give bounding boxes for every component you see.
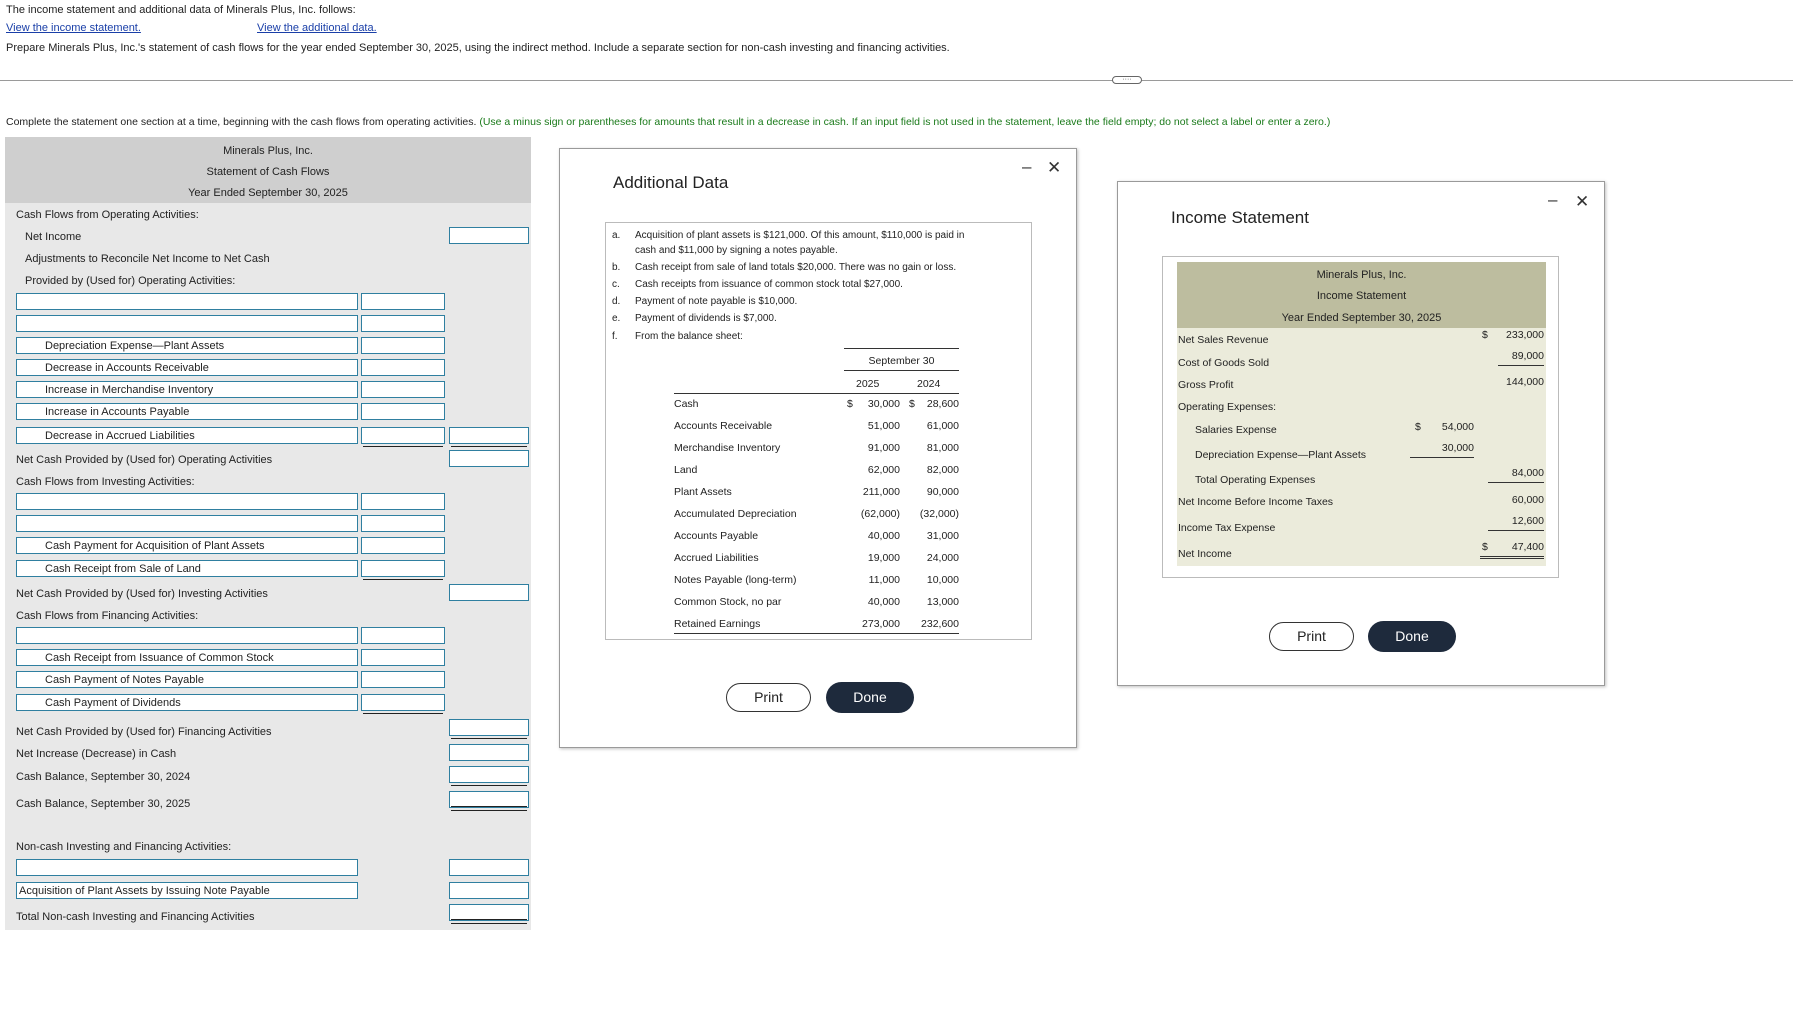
bs-row-label: Common Stock, no par (674, 596, 782, 608)
item-text: Cash receipt from sale of land totals $20,000. There was no gain or loss. (635, 262, 957, 273)
bs-value-2025: 40,000 (867, 596, 900, 608)
bs-value-2025: (62,000) (860, 508, 900, 520)
print-button[interactable]: Print (726, 683, 811, 712)
is-depreciation-label: Depreciation Expense—Plant Assets (1195, 449, 1367, 461)
cash-2025-label: Cash Balance, September 30, 2025 (16, 798, 191, 810)
is-net-income-dollar: $ (1482, 541, 1488, 553)
item-text: Acquisition of plant assets is $121,000. Of this amount, $110,000 is paid in (635, 230, 965, 241)
income-statement-title: Income Statement (1171, 208, 1309, 227)
noncash-amount-input[interactable] (449, 859, 529, 876)
bs-value-2025: 40,000 (867, 530, 900, 542)
noncash-total-input[interactable] (449, 904, 529, 921)
cash-2024-label: Cash Balance, September 30, 2024 (16, 771, 191, 783)
inv-amount-input[interactable] (361, 537, 445, 554)
bs-row-label: Accounts Receivable (674, 420, 773, 432)
is-company: Minerals Plus, Inc. (1316, 269, 1407, 281)
bs-row-label: Accounts Payable (674, 530, 759, 542)
item-text: cash and $11,000 by signing a notes payable. (635, 245, 838, 256)
bs-bottom-rule (674, 633, 959, 634)
close-icon[interactable]: ✕ (1575, 192, 1590, 211)
net-increase-label: Net Increase (Decrease) in Cash (16, 748, 177, 760)
net-op-input[interactable] (449, 450, 529, 467)
op-label-select[interactable]: Decrease in Accrued Liabilities (16, 427, 358, 444)
bs-value-2024: 232,600 (921, 618, 959, 630)
inv-label-select[interactable]: Cash Payment for Acquisition of Plant Assets (16, 537, 358, 554)
is-gross-profit-value: 144,000 (1506, 376, 1544, 388)
bs-dollar-2025: $ (847, 398, 853, 410)
bs-year-rule (674, 393, 959, 394)
instruction-main: Complete the statement one section at a time, beginning with the cash flows from operating activities. (6, 116, 477, 128)
op-amount-input[interactable] (361, 381, 445, 398)
net-op-label: Net Cash Provided by (Used for) Operating Activities (16, 454, 273, 466)
bs-dollar-2024: $ (909, 398, 915, 410)
bs-value-2024: 24,000 (926, 552, 959, 564)
bs-value-2025: 19,000 (867, 552, 900, 564)
bs-row-label: Accumulated Depreciation (674, 508, 797, 520)
op-label-select[interactable]: Depreciation Expense—Plant Assets (16, 337, 358, 354)
bs-row-label: Retained Earnings (674, 618, 761, 630)
is-tax-label: Income Tax Expense (1178, 522, 1276, 534)
is-net-income-value: 47,400 (1511, 541, 1544, 553)
item-text: Cash receipts from issuance of common stock total $27,000. (635, 279, 903, 290)
noncash-amount-input[interactable] (449, 882, 529, 899)
op-label-select[interactable]: Decrease in Accounts Receivable (16, 359, 358, 376)
item-letter: a. (612, 230, 621, 241)
minimize-icon[interactable]: – (1022, 157, 1032, 176)
fin-amount-input[interactable] (361, 694, 445, 711)
op-amount-input[interactable] (361, 293, 445, 310)
net-inv-label: Net Cash Provided by (Used for) Investing Activities (16, 588, 268, 600)
income-statement-header (1177, 262, 1546, 328)
bs-row-label: Merchandise Inventory (674, 442, 781, 454)
is-net-income-rule-1 (1480, 556, 1544, 557)
inv-label-select[interactable] (16, 515, 358, 532)
inv-amount-input[interactable] (361, 515, 445, 532)
bs-value-2024: 81,000 (926, 442, 959, 454)
is-salaries-value: 54,000 (1441, 421, 1474, 433)
is-gross-profit-label: Gross Profit (1178, 379, 1234, 391)
is-salaries-dollar: $ (1415, 421, 1421, 433)
is-cogs-value: 89,000 (1511, 350, 1544, 362)
bs-value-2024: 82,000 (926, 464, 959, 476)
divider-line (0, 80, 1793, 81)
is-depreciation-value: 30,000 (1441, 442, 1474, 454)
bs-value-2025: 11,000 (868, 574, 900, 586)
is-net-sales-dollar: $ (1482, 329, 1488, 341)
bs-value-2024: 61,000 (926, 420, 959, 432)
item-letter: c. (612, 279, 620, 290)
income-statement-body (1177, 328, 1546, 566)
additional-data-content (605, 222, 1032, 640)
net-income-label: Net Income (25, 231, 82, 243)
bs-top-rule (844, 348, 959, 349)
inv-label-select[interactable]: Cash Receipt from Sale of Land (16, 560, 358, 577)
op-label-select[interactable] (16, 293, 358, 310)
statement-company: Minerals Plus, Inc. (223, 145, 313, 157)
cash-2024-input[interactable] (449, 766, 529, 783)
resize-handle[interactable]: ···· (1112, 76, 1142, 84)
item-letter: f. (612, 331, 618, 342)
item-letter: e. (612, 313, 621, 324)
inv-amount-input[interactable] (361, 493, 445, 510)
intro-text: The income statement and additional data of Minerals Plus, Inc. follows: (6, 4, 356, 16)
adjustments-label-1: Adjustments to Reconcile Net Income to Net Cash (25, 253, 270, 265)
is-nibt-label: Net Income Before Income Taxes (1178, 496, 1334, 508)
additional-data-modal (559, 148, 1077, 748)
op-label-select[interactable]: Increase in Merchandise Inventory (16, 381, 358, 398)
statement-header (5, 137, 531, 203)
bs-value-2025: 91,000 (867, 442, 900, 454)
bs-row-label: Land (674, 464, 698, 476)
fin-amount-input[interactable] (361, 671, 445, 688)
inv-header: Cash Flows from Investing Activities: (16, 476, 195, 488)
done-button[interactable]: Done (826, 682, 914, 713)
is-tax-rule (1488, 530, 1544, 531)
inv-label-select[interactable] (16, 493, 358, 510)
op-label-select[interactable]: Increase in Accounts Payable (16, 403, 358, 420)
is-cogs-rule (1498, 365, 1544, 366)
noncash-label-select[interactable]: Acquisition of Plant Assets by Issuing Note Payable (16, 882, 358, 899)
item-letter: d. (612, 296, 621, 307)
income-statement-modal (1117, 181, 1605, 686)
bs-value-2025: 211,000 (862, 486, 900, 498)
op-amount-input[interactable] (361, 403, 445, 420)
statement-title: Statement of Cash Flows (206, 166, 330, 178)
bs-header-rule (844, 370, 959, 371)
fin-amount-input[interactable] (361, 649, 445, 666)
cash-2025-input[interactable] (449, 791, 529, 808)
is-net-sales-value: 233,000 (1506, 329, 1544, 341)
bs-year-2025: 2025 (856, 378, 880, 390)
fin-label-select[interactable] (16, 627, 358, 644)
op-label-select[interactable] (16, 315, 358, 332)
bs-value-2024: 28,600 (926, 398, 959, 410)
net-inv-input[interactable] (449, 584, 529, 601)
noncash-total-label: Total Non-cash Investing and Financing Activities (16, 911, 255, 923)
view-additional-data-link[interactable]: View the additional data. (257, 22, 377, 34)
income-statement-content (1162, 256, 1559, 578)
bs-row-label: Accrued Liabilities (674, 552, 759, 564)
is-salaries-label: Salaries Expense (1195, 424, 1277, 436)
is-net-income-label: Net Income (1178, 548, 1232, 560)
is-total-opex-value: 84,000 (1511, 467, 1544, 479)
is-stmt-title: Income Statement (1316, 290, 1407, 302)
item-text: Payment of note payable is $10,000. (635, 296, 798, 307)
bs-value-2025: 30,000 (867, 398, 900, 410)
bs-row-label: Notes Payable (long-term) (674, 574, 797, 586)
bs-value-2025: 51,000 (867, 420, 900, 432)
op-amount-input[interactable] (361, 315, 445, 332)
minimize-icon[interactable]: – (1548, 190, 1558, 209)
statement-period: Year Ended September 30, 2025 (188, 187, 348, 199)
print-button[interactable]: Print (1269, 622, 1354, 651)
bs-year-2024: 2024 (917, 378, 941, 390)
net-fin-label: Net Cash Provided by (Used for) Financing Activities (16, 726, 272, 738)
close-icon[interactable]: ✕ (1047, 158, 1062, 177)
bs-value-2024: 90,000 (926, 486, 959, 498)
op-amount-input[interactable] (361, 337, 445, 354)
item-letter: b. (612, 262, 621, 273)
bs-value-2024: 13,000 (926, 596, 959, 608)
bs-row-label: Cash (674, 398, 699, 410)
instructions-text: Prepare Minerals Plus, Inc.'s statement of cash flows for the year ended September 30, 2025, using the indirect method. Include a separate section for non-cash investing and financing activities. (6, 42, 950, 54)
net-income-input[interactable] (449, 227, 529, 244)
bs-header: September 30 (868, 355, 935, 367)
fin-label-select[interactable]: Cash Payment of Notes Payable (16, 671, 358, 688)
is-tax-value: 12,600 (1511, 515, 1544, 527)
bs-value-2025: 273,000 (862, 618, 900, 630)
statement-instructions (6, 116, 1330, 128)
inv-amount-input[interactable] (361, 560, 445, 577)
bs-value-2025: 62,000 (867, 464, 900, 476)
net-increase-input[interactable] (449, 744, 529, 761)
fin-amount-input[interactable] (361, 627, 445, 644)
done-button[interactable]: Done (1368, 621, 1456, 652)
op-header: Cash Flows from Operating Activities: (16, 209, 199, 221)
is-total-opex-rule (1488, 482, 1544, 483)
item-text: From the balance sheet: (635, 331, 743, 342)
op-amount-input[interactable] (361, 359, 445, 376)
bs-value-2024: 31,000 (926, 530, 959, 542)
fin-label-select[interactable]: Cash Receipt from Issuance of Common Stock (16, 649, 358, 666)
bs-value-2024: 10,000 (926, 574, 959, 586)
bs-row-label: Plant Assets (674, 486, 732, 498)
item-text: Payment of dividends is $7,000. (635, 313, 777, 324)
op-total-input[interactable] (449, 427, 529, 444)
view-income-statement-link[interactable]: View the income statement. (6, 22, 141, 34)
is-total-opex-label: Total Operating Expenses (1195, 474, 1316, 486)
is-net-income-rule-2 (1480, 558, 1544, 559)
instruction-note: (Use a minus sign or parentheses for amounts that result in a decrease in cash. If an input field is not used in the statement, leave the field empty; do not select a label or enter a zero.) (479, 116, 1331, 128)
is-depreciation-rule (1410, 457, 1474, 458)
cash-flow-statement-panel (5, 137, 531, 930)
is-cogs-label: Cost of Goods Sold (1178, 357, 1270, 369)
additional-data-title: Additional Data (613, 173, 729, 192)
is-opex-label: Operating Expenses: (1178, 401, 1277, 413)
op-amount-input[interactable] (361, 427, 445, 444)
noncash-label-select[interactable] (16, 859, 358, 876)
bs-value-2024: (32,000) (919, 508, 959, 520)
fin-label-select[interactable]: Cash Payment of Dividends (16, 694, 358, 711)
net-fin-input[interactable] (449, 719, 529, 736)
is-net-sales-label: Net Sales Revenue (1178, 334, 1269, 346)
fin-header: Cash Flows from Financing Activities: (16, 610, 199, 622)
adjustments-label-2: Provided by (Used for) Operating Activities: (25, 275, 236, 287)
is-period: Year Ended September 30, 2025 (1281, 312, 1442, 324)
noncash-header: Non-cash Investing and Financing Activities: (16, 841, 232, 853)
is-nibt-value: 60,000 (1511, 494, 1544, 506)
